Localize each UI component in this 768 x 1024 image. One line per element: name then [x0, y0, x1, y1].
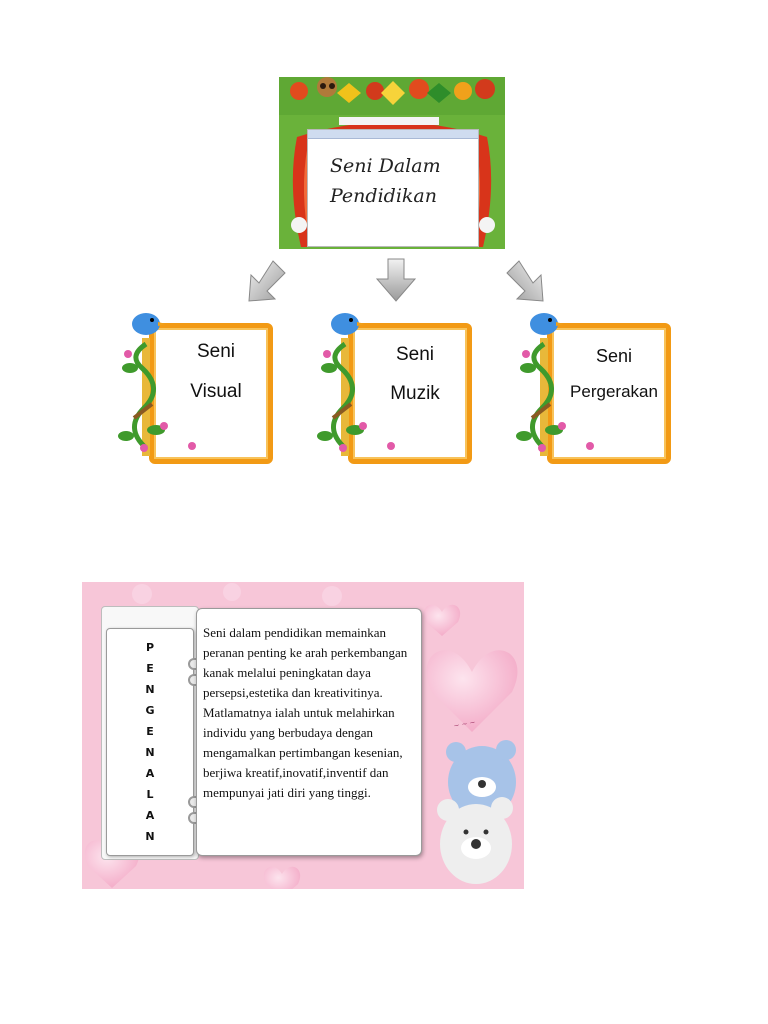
branch-label-line-1: Seni — [595, 346, 633, 366]
arrow-down-icon — [373, 257, 419, 303]
heading-letter: G — [145, 704, 155, 717]
branch-label-line-1: Seni — [196, 341, 236, 362]
heading-letter: A — [145, 767, 155, 780]
page-title — [308, 139, 478, 211]
branch-label-line-2: Visual — [190, 381, 242, 402]
heading-letter: P — [145, 641, 155, 654]
browser-address-strip — [339, 117, 439, 125]
heading-letter: N — [145, 683, 155, 696]
heading-letter: E — [146, 662, 154, 675]
heading-letter: N — [145, 746, 155, 759]
intro-paragraph: Seni dalam pendidikan memainkan peranan penting ke arah perkembangan kanak melalui peningkatan daya persepsi,estetika dan kreativitinya. Matlamatnya ialah untuk melahirkan individu yang berbudaya dengan mengamalkan pertimbangan kesenian, berjiwa kreatif,inovatif,inventif dan mempunyai jati diri yang tinggi. — [203, 625, 408, 800]
title-panel-toolbar — [308, 130, 478, 139]
branch-label-line-2: Pergerakan — [570, 382, 658, 401]
heading-letter: L — [146, 788, 154, 801]
arrow-down-right-icon — [503, 259, 549, 305]
heading-letter: A — [145, 809, 155, 822]
title-panel — [307, 129, 479, 247]
branch-frame-visual — [114, 308, 274, 458]
svg-text:~ ~ ~: ~ ~ ~ — [452, 718, 477, 730]
title-card — [279, 77, 505, 249]
branch-frame-pergerakan — [512, 308, 672, 458]
arrow-down-left-icon — [243, 259, 289, 305]
heading-letter: E — [146, 725, 154, 738]
heading-letter: N — [145, 830, 155, 843]
intro-card — [82, 582, 524, 889]
title-line-1: Seni Dalam — [330, 155, 441, 177]
title-line-2: Pendidikan — [330, 185, 437, 207]
branch-label-line-2: Muzik — [390, 383, 440, 404]
branch-label-line-1: Seni — [395, 344, 435, 365]
branch-frame-muzik — [313, 308, 473, 458]
intro-text-panel — [196, 608, 422, 856]
vertical-heading-tab — [106, 628, 194, 856]
